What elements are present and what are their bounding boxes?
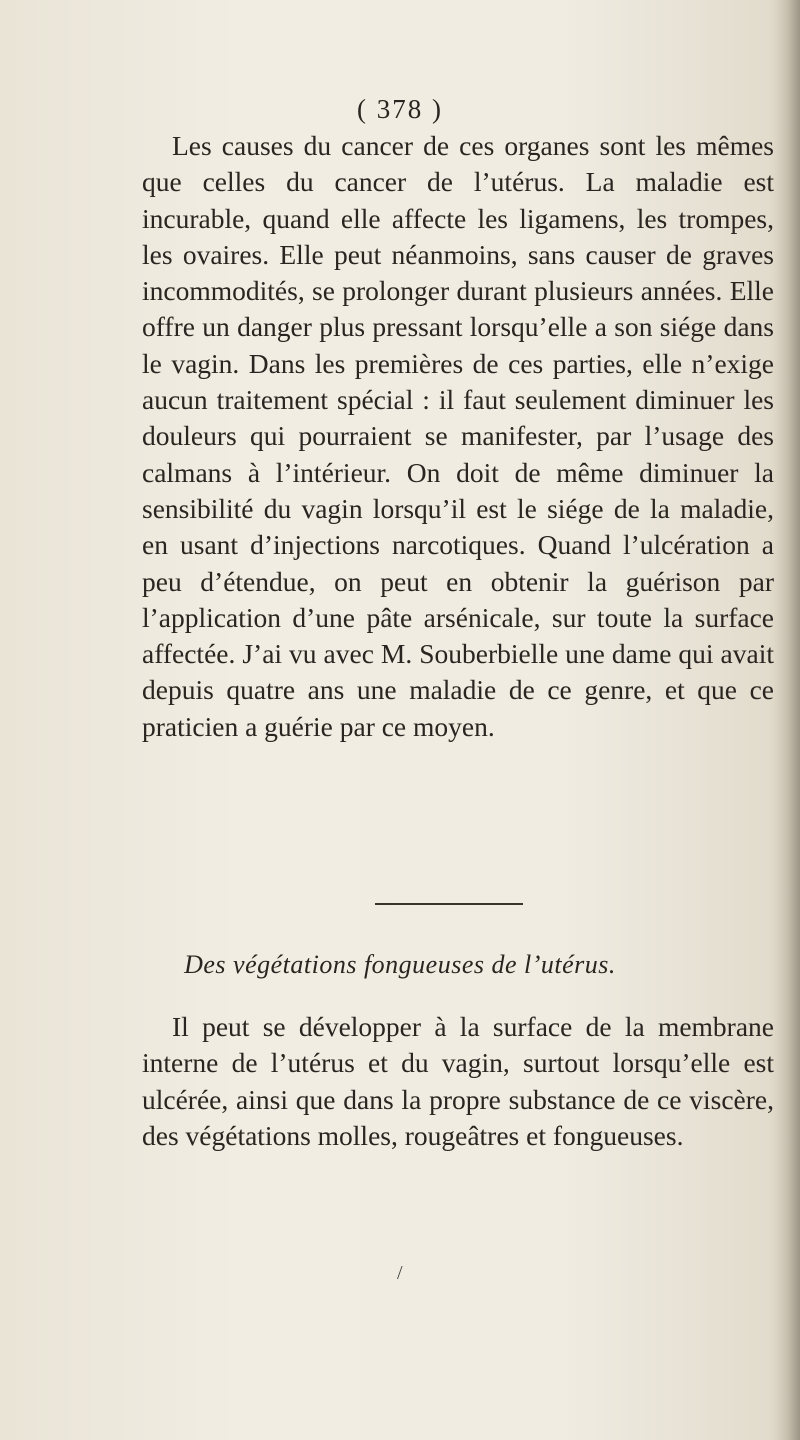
paragraph-fungous-vegetations: Il peut se développer à la surface de la membrane interne de l’utérus et du vagin, surtout lorsqu’elle est ulcérée, ainsi que dans la propre substance de ce viscère, des végétations molles, rougeâtres et fongueuses. (142, 1011, 774, 1151)
stray-mark: / (397, 1262, 403, 1284)
paragraph-cancer-causes: Les causes du cancer de ces organes sont les mêmes que celles du cancer de l’utérus. La maladie est incurable, quand elle affecte les ligamens, les trompes, les ovaires. Elle peut néanmoins, sans causer de graves incommodités, se prolonger durant plusieurs années. Elle offre un danger plus pressant lorsqu’elle a son siége dans le vagin. Dans les premières de ces parties, elle n’exige aucun traitement spécial : il faut seulement diminuer les douleurs qui pourraient se manifester, par l’usage des calmans à l’intérieur. On doit de même diminuer la sensibilité du vagin lorsqu’il est le siége de la maladie, en usant d’injections narcotiques. Quand l’ulcération a peu d’étendue, on peut en obtenir la guérison par l’application d’une pâte arsénicale, sur toute la surface affectée. J’ai vu avec M. Souberbielle une dame qui avait depuis quatre ans une maladie de ce genre, et que ce praticien a guérie par ce moyen. (142, 130, 774, 742)
section-heading: Des végétations fongueuses de l’utérus. (184, 950, 616, 979)
page-number: ( 378 ) (357, 94, 443, 124)
section-divider (375, 903, 523, 905)
page-edge-shadow (774, 0, 800, 1440)
